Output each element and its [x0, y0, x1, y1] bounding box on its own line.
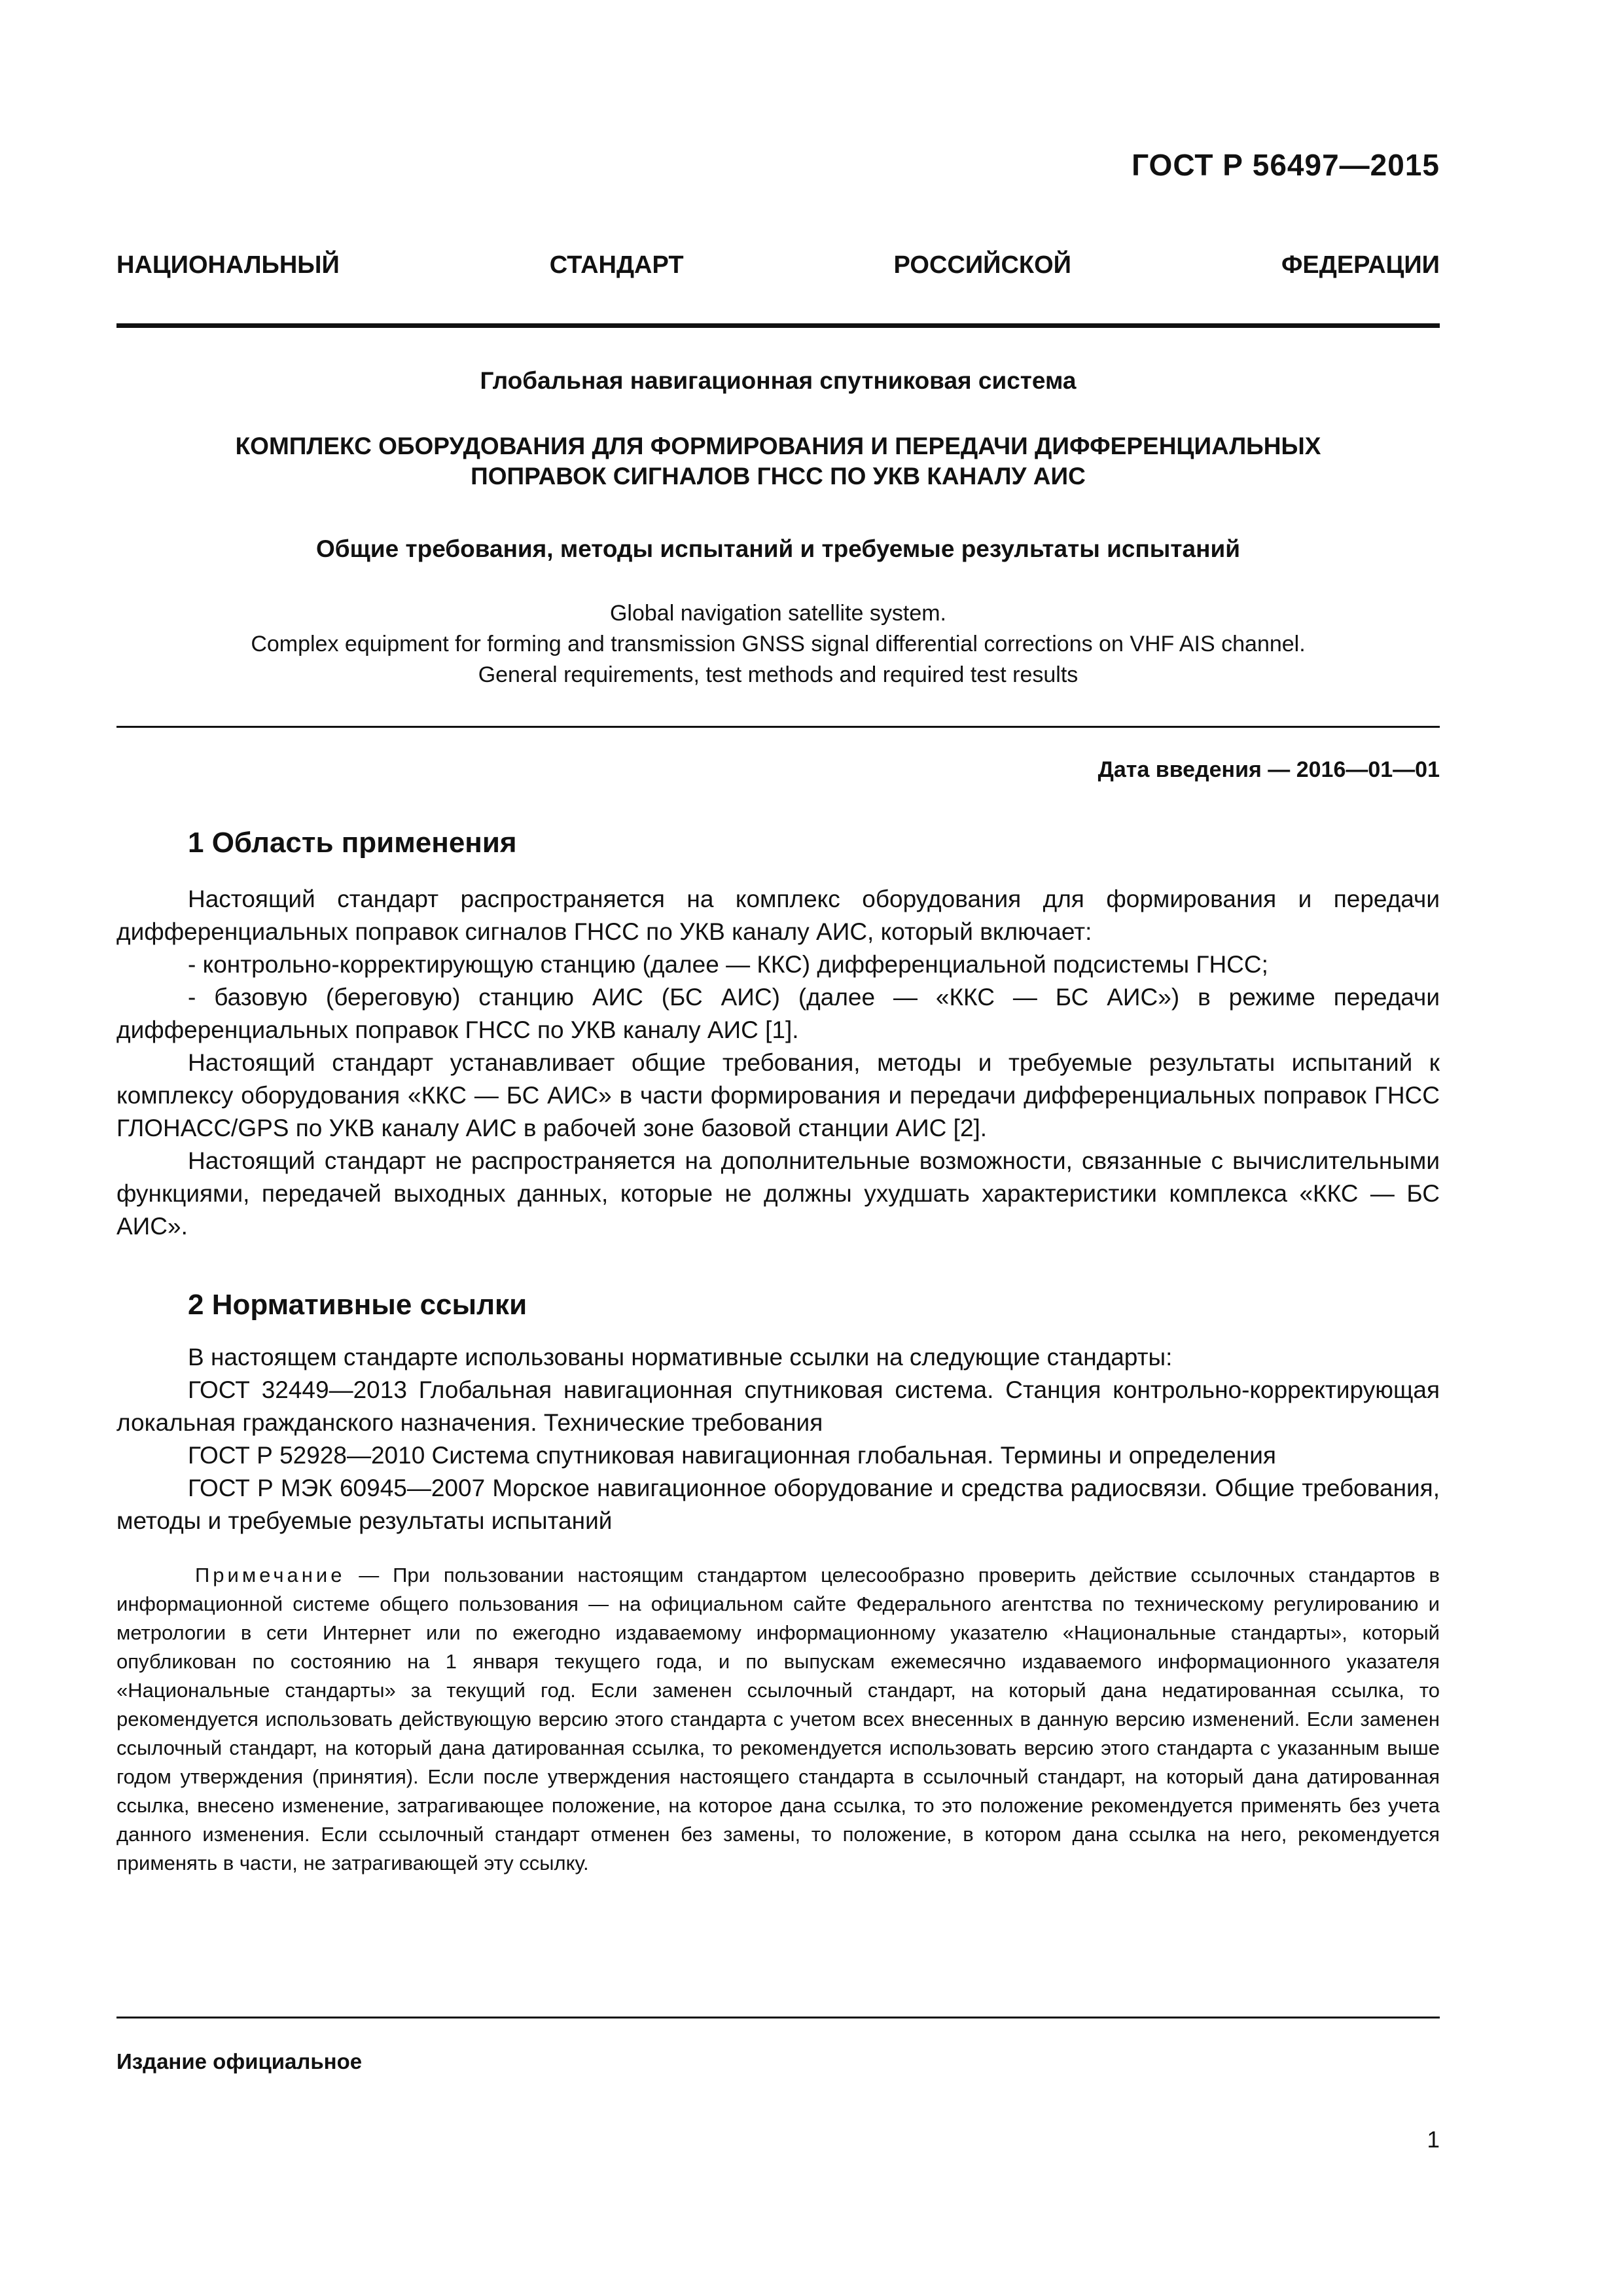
reference-note [116, 1561, 1440, 1878]
section-2-paragraph: ГОСТ Р МЭК 60945—2007 Морское навигационное оборудование и средства радиосвязи. Общие требования, методы и требуемые результаты испытаний [116, 1475, 1440, 1534]
section-1-body [116, 883, 1440, 1243]
page-number: 1 [1427, 2127, 1440, 2153]
footer-divider [116, 2017, 1440, 2018]
official-edition-label: Издание официальное [116, 2049, 363, 2073]
section-1-paragraph: Настоящий стандарт не распространяется на дополнительные возможности, связанные с вычислительными функциями, передачей выходных данных, которые не должны ухудшать характеристики комплекса «ККС — БС АИС». [116, 1147, 1440, 1240]
title-line-2: ПОПРАВОК СИГНАЛОВ ГНСС ПО УКВ КАНАЛУ АИС [471, 463, 1086, 490]
section-2-paragraph: ГОСТ Р 52928—2010 Система спутниковая навигационная глобальная. Термины и определения [188, 1442, 1276, 1469]
english-line-2: Complex equipment for forming and transmission GNSS signal differential corrections on VHF AIS channel. [251, 632, 1306, 656]
english-line-3: General requirements, test methods and required test results [478, 662, 1079, 687]
section-2-paragraph: ГОСТ 32449—2013 Глобальная навигационная спутниковая система. Станция контрольно-корректирующая локальная гражданского назначения. Технические требования [116, 1376, 1440, 1436]
section-1-paragraph: - контрольно-корректирующую станцию (далее — ККС) дифференциальной подсистемы ГНСС; [188, 951, 1268, 978]
english-line-1: Global navigation satellite system. [609, 601, 947, 626]
english-title [116, 598, 1440, 691]
title-divider [116, 726, 1440, 728]
section-1-paragraph: - базовую (береговую) станцию АИС (БС АИС) (далее — «ККС — БС АИС») в режиме передачи дифференциальных поправок ГНСС по УКВ каналу АИС [1]. [116, 984, 1440, 1043]
section-2-heading: 2 Нормативные ссылки [188, 1289, 527, 1321]
standard-code: ГОСТ Р 56497—2015 [1132, 148, 1440, 182]
section-1-heading: 1 Область применения [188, 827, 517, 859]
section-2-body [116, 1341, 1440, 1537]
document-title [116, 431, 1440, 492]
document-subtitle-2: Общие требования, методы испытаний и требуемые результаты испытаний [316, 535, 1240, 562]
note-text: — При пользовании настоящим стандартом целесообразно проверить действие ссылочных стандартов в информационной системе общего пользования — на официальном сайте Федерального агентства по техническому регулированию и метрологии в сети Интернет или по ежегодно издаваемому информационному указателю «Национальные стандарты», который опубликован по состоянию на 1 января текущего года, и по выпускам ежемесячно издаваемого информационного указателя «Национальные стандарты» за текущий год. Если заменен ссылочный стандарт, на который дана недатированная ссылка, то рекомендуется использовать действующую версию этого стандарта с учетом всех внесенных в данную версию изменений. Если заменен ссылочный стандарт, на который дана датированная ссылка, то рекомендуется использовать версию этого стандарта с указанным выше годом утверждения (принятия). Если после утверждения настоящего стандарта в ссылочный стандарт, на который дана датированная ссылка, внесено изменение, затрагивающее положение, на которое дана ссылка, то это положение рекомендуется применять без учета данного изменения. Если ссылочный стандарт отменен без замены, то положение, в котором дана ссылка на него, рекомендуется применять в части, не затрагивающей эту ссылку. [116, 1564, 1440, 1874]
header-divider [116, 323, 1440, 328]
title-line-1: КОМПЛЕКС ОБОРУДОВАНИЯ ДЛЯ ФОРМИРОВАНИЯ И ПЕРЕДАЧИ ДИФФЕРЕНЦИАЛЬНЫХ [235, 433, 1321, 459]
note-label: Примечание [195, 1564, 346, 1587]
document-subtitle: Глобальная навигационная спутниковая система [480, 367, 1077, 394]
section-1-paragraph: Настоящий стандарт распространяется на комплекс оборудования для формирования и передачи дифференциальных поправок сигналов ГНСС по УКВ каналу АИС, который включает: [116, 886, 1440, 945]
section-2-paragraph: В настоящем стандарте использованы нормативные ссылки на следующие стандарты: [188, 1344, 1173, 1371]
date-of-introduction: Дата введения — 2016—01—01 [1097, 757, 1440, 782]
national-standard-heading: НАЦИОНАЛЬНЫЙ СТАНДАРТ РОССИЙСКОЙ ФЕДЕРАЦИИ [116, 251, 1440, 279]
section-1-paragraph: Настоящий стандарт устанавливает общие требования, методы и требуемые результаты испытаний к комплексу оборудования «ККС — БС АИС» в части формирования и передачи дифференциальных поправок ГНСС ГЛОНАСС/GPS по УКВ каналу АИС в рабочей зоне базовой станции АИС [2]. [116, 1049, 1440, 1141]
